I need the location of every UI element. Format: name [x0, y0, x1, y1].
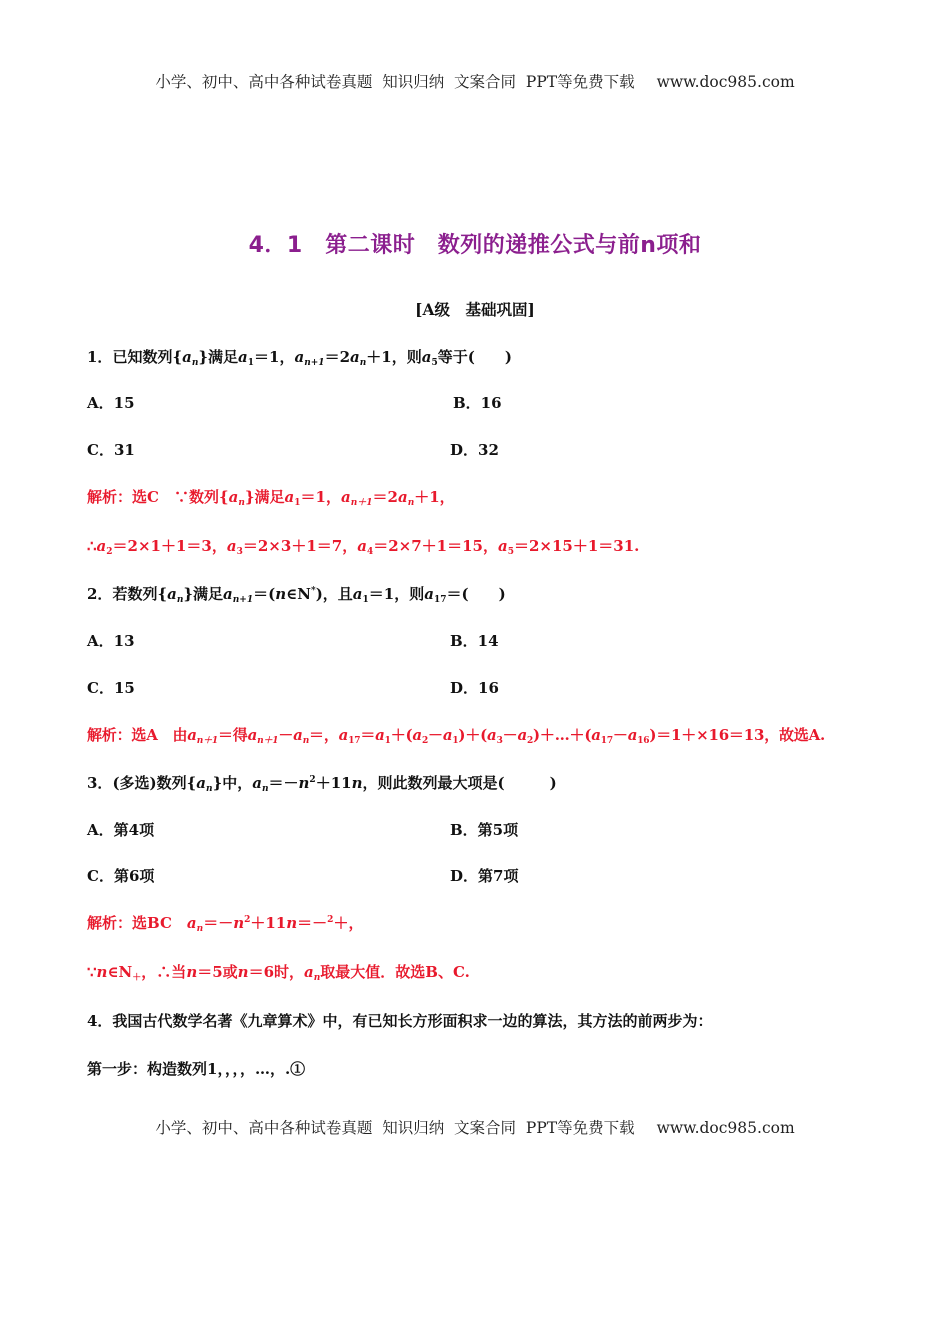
question-3: 3．(多选)数列$\{a_n\}$中，$a_n=-n^2+11n$，则此数列最大项是( )	[87, 774, 557, 794]
q3-option-a: A．第4项	[87, 821, 155, 839]
q1-option-a: A．15	[87, 394, 135, 412]
q1-option-b: B．16	[453, 394, 502, 412]
question-4: 4．我国古代数学名著《九章算术》中，有已知长方形面积求一边的算法，其方法的前两步为：	[87, 1012, 713, 1030]
q1-solution-line1: 解析：选C ∵数列$\{a_n\}$满足$a_1=1$，$a_{n+1}=2a_n+1$，	[87, 488, 455, 508]
header-site-text: 小学、初中、高中各种试卷真题 知识归纳 文案合同 PPT等免费下载	[155, 73, 635, 91]
q3-option-c: C．第6项	[87, 867, 155, 885]
q2-option-b: B．14	[450, 632, 499, 650]
q1-option-d: D．32	[450, 441, 499, 459]
q2-solution: 解析：选A 由$a_{n+1}=$得$a_{n+1}-a_n=$，$a_{17}=a_1+(a_2-a_1)+(a_3-a_2)+\dots+(a_{17}-a_{16})=1+\times 16=13$，故选A.	[87, 726, 826, 746]
q2-option-d: D．16	[450, 679, 499, 697]
section-level: [A级 基础巩固]	[415, 300, 535, 319]
q3-option-d: D．第7项	[450, 867, 519, 885]
question-4-step1: 第一步：构造数列1，，，，…，.①	[87, 1060, 306, 1078]
header-url[interactable]: www.doc985.com	[656, 73, 795, 91]
footer-url[interactable]: www.doc985.com	[656, 1119, 795, 1137]
q3-solution-line1: 解析：选BC $a_n=-n^2+11n=-^2+$，	[87, 914, 364, 934]
q2-option-c: C．15	[87, 679, 135, 697]
q3-solution-line2: $\because n\in N_+$，∴当n＝5或n＝6时，$a_n$取最大值．故选B、C.	[87, 963, 470, 983]
q1-solution-line2: $\therefore a_2=2\times 1+1=3$，$a_3=2\times 3+1=7$，$a_4=2\times 7+1=15$，$a_5=2\times 15+1=31$.	[87, 537, 640, 557]
page-title: 4．1 第二课时 数列的递推公式与前n项和	[248, 233, 702, 258]
page-footer	[0, 1116, 950, 1138]
footer-site-text: 小学、初中、高中各种试卷真题 知识归纳 文案合同 PPT等免费下载	[155, 1119, 635, 1137]
q3-option-b: B．第5项	[450, 821, 519, 839]
page-header	[0, 70, 950, 92]
question-2: 2．若数列$\{a_n\}$满足$a_{n+1}=(n\in N^*)$，且$a_1=1$，则$a_{17}=$( )	[87, 585, 506, 605]
question-1: 1．已知数列$\{a_n\}$满足$a_1=1$，$a_{n+1}=2a_n+1$，则$a_5$等于( )	[87, 348, 512, 368]
q1-option-c: C．31	[87, 441, 135, 459]
q2-option-a: A．13	[87, 632, 135, 650]
